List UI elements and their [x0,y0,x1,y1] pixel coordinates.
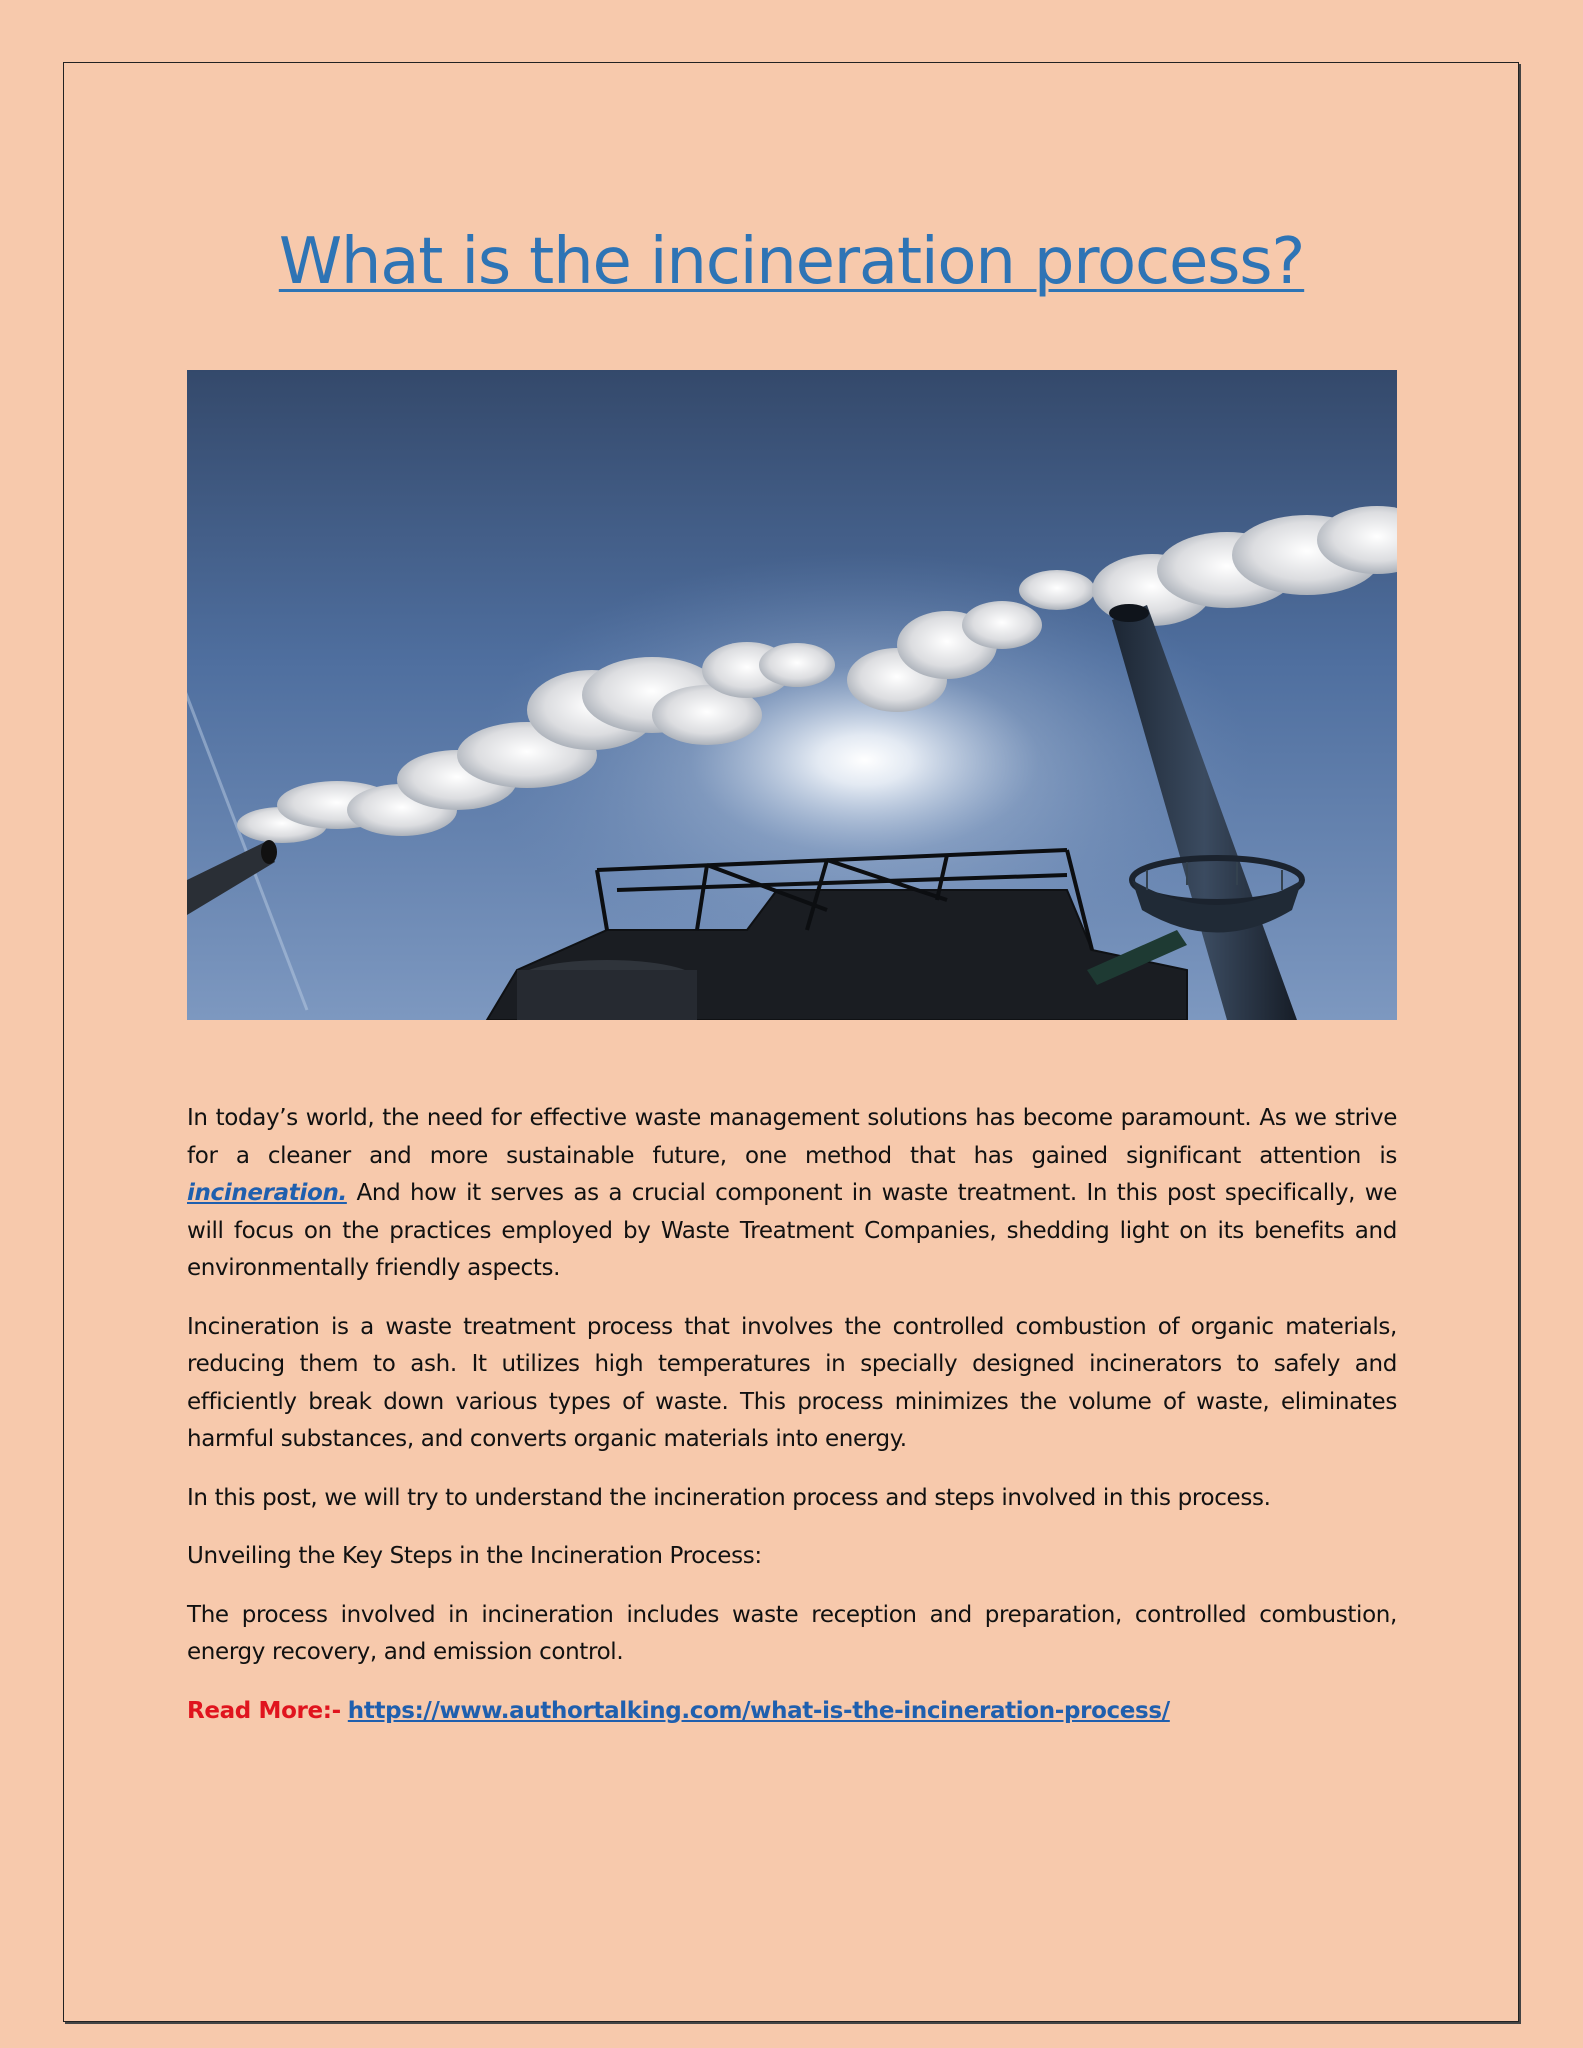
intro-paragraph [187,1100,1397,1288]
hero-image-incineration-plant [187,370,1397,1020]
intro-text-start: In today’s world, the need for effective waste management solutions has become paramount. As we strive for a cleaner and more sustainable future, one method that has gained significant attention is [187,1105,1397,1169]
article-body [187,1100,1397,1751]
key-steps-heading: Unveiling the Key Steps in the Incineration Process: [187,1543,762,1569]
read-more-label: Read More:- [187,1697,341,1724]
read-more-link[interactable]: https://www.authortalking.com/what-is-the-incineration-process/ [347,1697,1170,1724]
intro-text-end: And how it serves as a crucial component in waste treatment. In this post specifically, we will focus on the practices employed by Waste Treatment Companies, shedding light on its benefits and environmentally friendly aspects. [187,1180,1397,1281]
incineration-link[interactable]: incineration. [187,1180,347,1206]
read-more-line [187,1693,1397,1731]
definition-paragraph: Incineration is a waste treatment process that involves the controlled combustion of organic materials, reducing them to ash. It utilizes high temperatures in specially designed incinerators to safely and efficiently break down various types of waste. This process minimizes the volume of waste, eliminates harmful substances, and converts organic materials into energy. [187,1313,1397,1452]
page-title[interactable] [0,222,1583,302]
purpose-paragraph: In this post, we will try to understand the incineration process and steps involved in this process. [187,1484,1271,1511]
page-title-text[interactable]: What is the incineration process? [278,225,1305,299]
process-summary-paragraph: The process involved in incineration includes waste reception and preparation, controlled combustion, energy recovery, and emission control. [187,1601,1397,1665]
